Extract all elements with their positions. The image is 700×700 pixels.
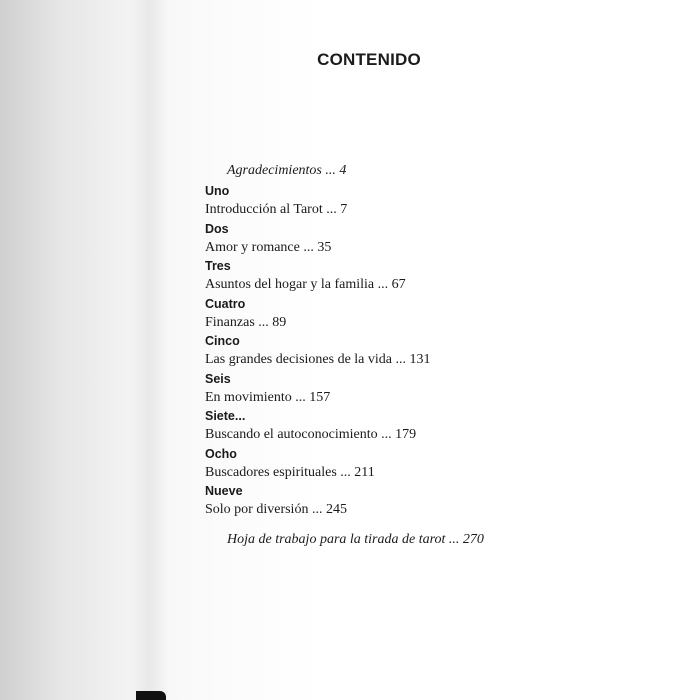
chapter-title: Las grandes decisiones de la vida ... 131 (205, 352, 431, 367)
chapter-number: Cuatro (205, 296, 246, 311)
chapter-title: Buscadores espirituales ... 211 (205, 464, 375, 480)
chapter-number: Dos (205, 221, 229, 236)
spine-shadow (130, 0, 170, 700)
chapter-number: Siete... (205, 409, 246, 423)
chapter-title: Buscando el autoconocimiento ... 179 (205, 427, 417, 442)
toc-worksheet: Hoja de trabajo para la tirada de tarot ... 270 (227, 531, 484, 547)
chapter-title: Introducción al Tarot ... 7 (205, 202, 348, 217)
chapter-title: En movimiento ... 157 (205, 389, 331, 405)
chapter-number: Seis (205, 371, 231, 386)
chapter-number: Nueve (205, 484, 243, 498)
chapter-title: Solo por diversión ... 245 (205, 502, 347, 517)
chapter-title: Finanzas ... 89 (205, 314, 287, 330)
chapter-number: Uno (205, 184, 230, 198)
page-corner-mark (136, 691, 166, 700)
chapter-number: Ocho (205, 446, 237, 461)
table-of-contents (205, 161, 625, 550)
page-title: CONTENIDO (317, 50, 421, 69)
chapter-number: Cinco (205, 334, 240, 348)
toc-acknowledgements: Agradecimientos ... 4 (227, 163, 347, 178)
chapter-title: Amor y romance ... 35 (205, 239, 332, 255)
chapter-title: Asuntos del hogar y la familia ... 67 (205, 277, 406, 292)
chapter-number: Tres (205, 259, 231, 273)
